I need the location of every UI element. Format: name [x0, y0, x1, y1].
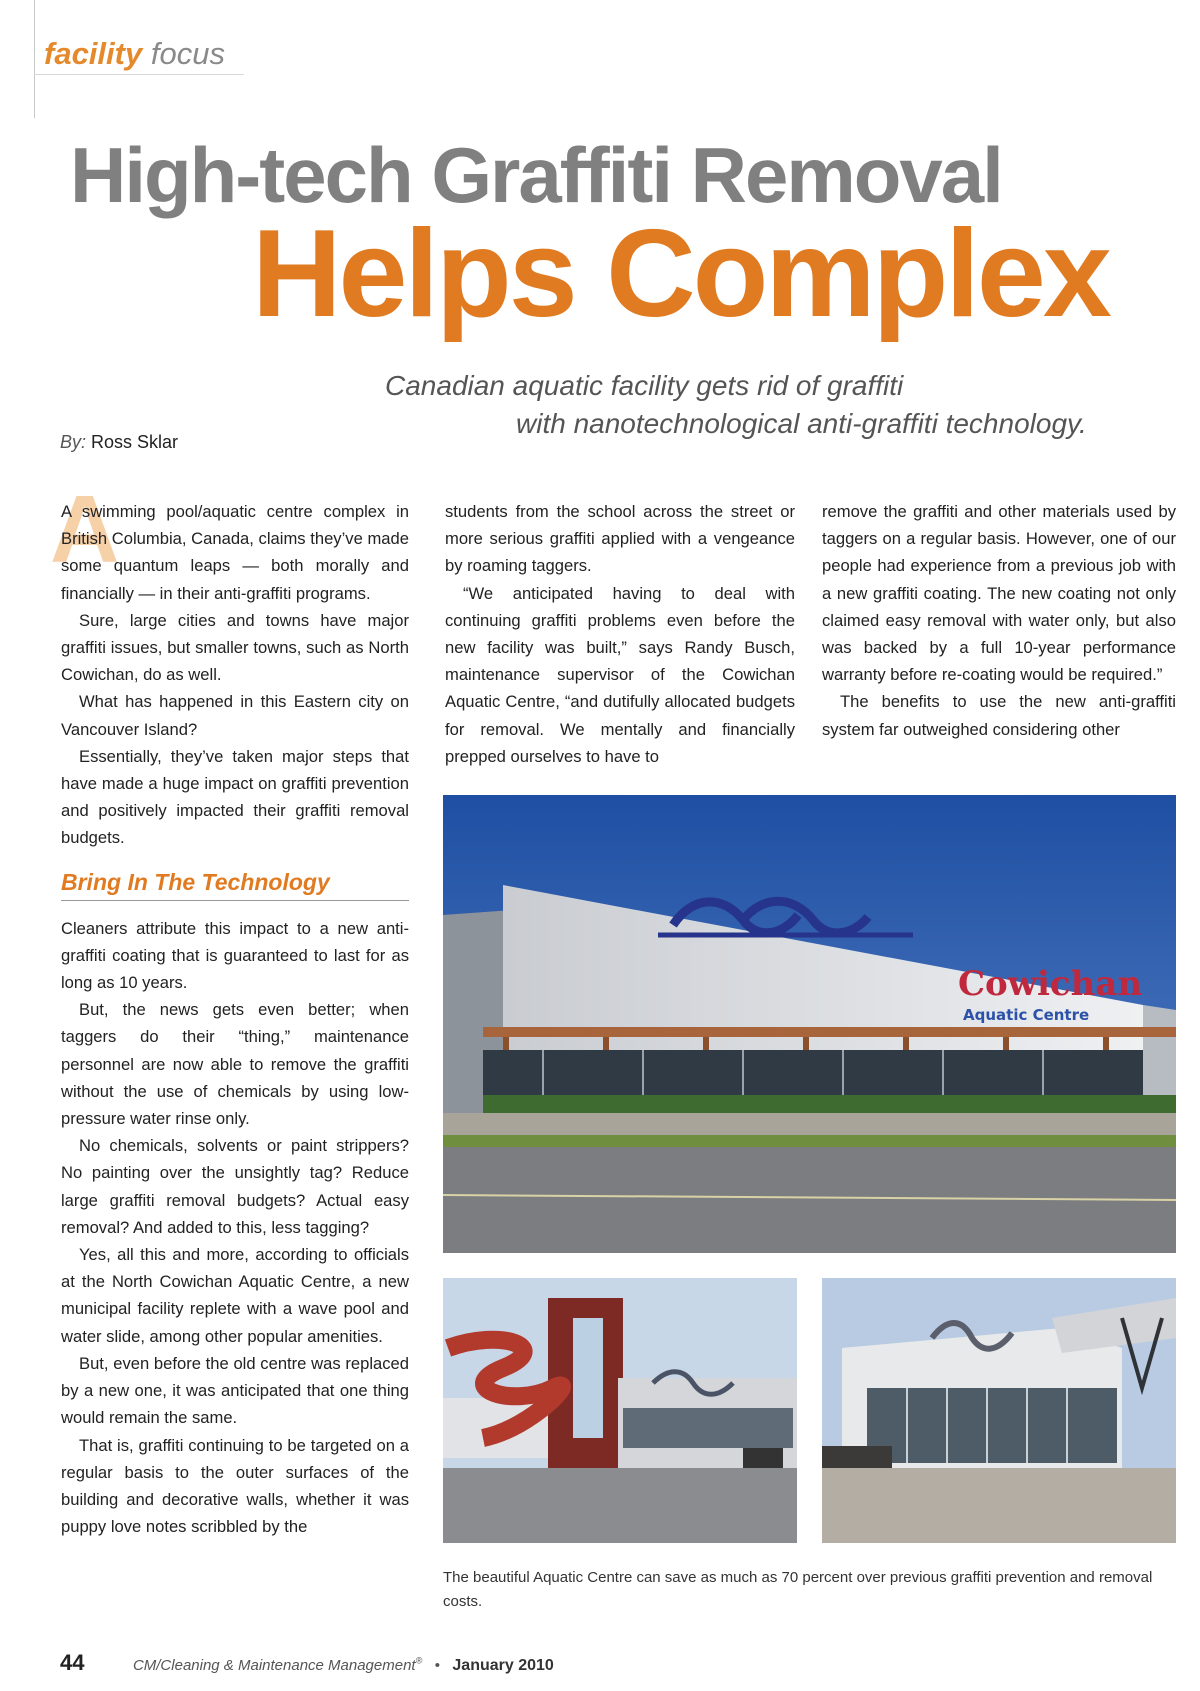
photo-water-slide	[443, 1278, 797, 1543]
article-column-3	[822, 498, 1176, 743]
paragraph: What has happened in this Eastern city on Vancouver Island?	[61, 692, 409, 739]
paragraph: That is, graffiti continuing to be targeted on a regular basis to the outer surfaces of the building and decorative walls, whether it was puppy love notes scribbled by the	[61, 1435, 409, 1537]
headline-line1: High-tech Graffiti Removal	[70, 131, 1002, 219]
deck-line2: with nanotechnological anti-graffiti technology.	[516, 408, 1087, 439]
paragraph: No chemicals, solvents or paint strippers? No painting over the unsightly tag? Reduce large graffiti removal budgets? Actual easy removal? And added to this, less tagging?	[61, 1136, 409, 1237]
paragraph: The benefits to use the new anti-graffiti system far outweighed considering other	[822, 692, 1176, 739]
footer-separator: •	[434, 1657, 440, 1674]
corner-rule-vertical	[34, 0, 35, 118]
paragraph: Yes, all this and more, according to officials at the North Cowichan Aquatic Centre, a new municipal facility replete with a wave pool and water slide, among other popular amenities.	[61, 1245, 409, 1346]
registered-mark: ®	[415, 1655, 423, 1666]
paragraph: Essentially, they’ve taken major steps that have made a huge impact on graffiti prevention and positively impacted their graffiti removal budgets.	[61, 746, 409, 848]
paragraph: “We anticipated having to deal with continuing graffiti problems even before the new facility was built,” says Randy Busch, maintenance supervisor of the Cowichan Aquatic Centre, “and dutifully allocated budgets for removal. We mentally and financially prepped ourselves to have to	[445, 583, 795, 766]
paragraph: Cleaners attribute this impact to a new anti-graffiti coating that is guaranteed to last for as long as 10 years.	[61, 918, 409, 993]
photo-centre-entrance	[822, 1278, 1176, 1543]
paragraph: students from the school across the street or more serious graffiti applied with a vengeance by roaming taggers.	[445, 502, 795, 576]
photo-aquatic-centre-front	[443, 795, 1176, 1253]
section-tag-word1: facility	[44, 36, 143, 71]
article-column-2	[445, 498, 795, 770]
paragraph: But, even before the old centre was replaced by a new one, it was anticipated that one thing would remain the same.	[61, 1353, 409, 1428]
headline-line2: Helps Complex	[252, 205, 1109, 343]
subhead: Bring In The Technology	[61, 866, 409, 901]
byline-label: By:	[60, 432, 87, 452]
paragraph: A swimming pool/aquatic centre complex in British Columbia, Canada, claims they’ve made some quantum leaps — both morally and financially — in their anti-graffiti programs.	[61, 502, 409, 603]
publication-name: CM/Cleaning & Maintenance Management	[132, 1657, 416, 1674]
article-column-1	[61, 498, 409, 1540]
sign-text-name: Cowichan	[958, 964, 1143, 1004]
paragraph: Sure, large cities and towns have major graffiti issues, but smaller towns, such as North Cowichan, do as well.	[61, 610, 409, 685]
byline	[60, 432, 178, 453]
paragraph: remove the graffiti and other materials used by taggers on a regular basis. However, one of our people had experience from a previous job with a new graffiti coating. The new coating not only claimed easy removal with water only, but also was backed by a full 10-year performance warranty before re-coating would be required.”	[822, 502, 1176, 685]
issue-date: January 2010	[452, 1657, 554, 1674]
page-number: 44	[60, 1650, 85, 1675]
section-tag	[44, 36, 225, 72]
sign-text-sub: Aquatic Centre	[963, 1006, 1090, 1024]
paragraph: But, the news gets even better; when taggers do their “thing,” maintenance personnel are now able to remove the graffiti without the use of chemicals by using low-pressure water rinse only.	[61, 1000, 409, 1129]
page-footer	[60, 1650, 554, 1676]
photo-caption: The beautiful Aquatic Centre can save as much as 70 percent over previous graffiti prevention and removal costs.	[443, 1569, 1153, 1610]
byline-author: Ross Sklar	[91, 432, 179, 452]
drop-cap: A	[50, 476, 120, 583]
corner-rule-horizontal	[34, 74, 244, 75]
deck-line1: Canadian aquatic facility gets rid of graffiti	[385, 370, 904, 401]
section-tag-word2: focus	[150, 36, 225, 71]
